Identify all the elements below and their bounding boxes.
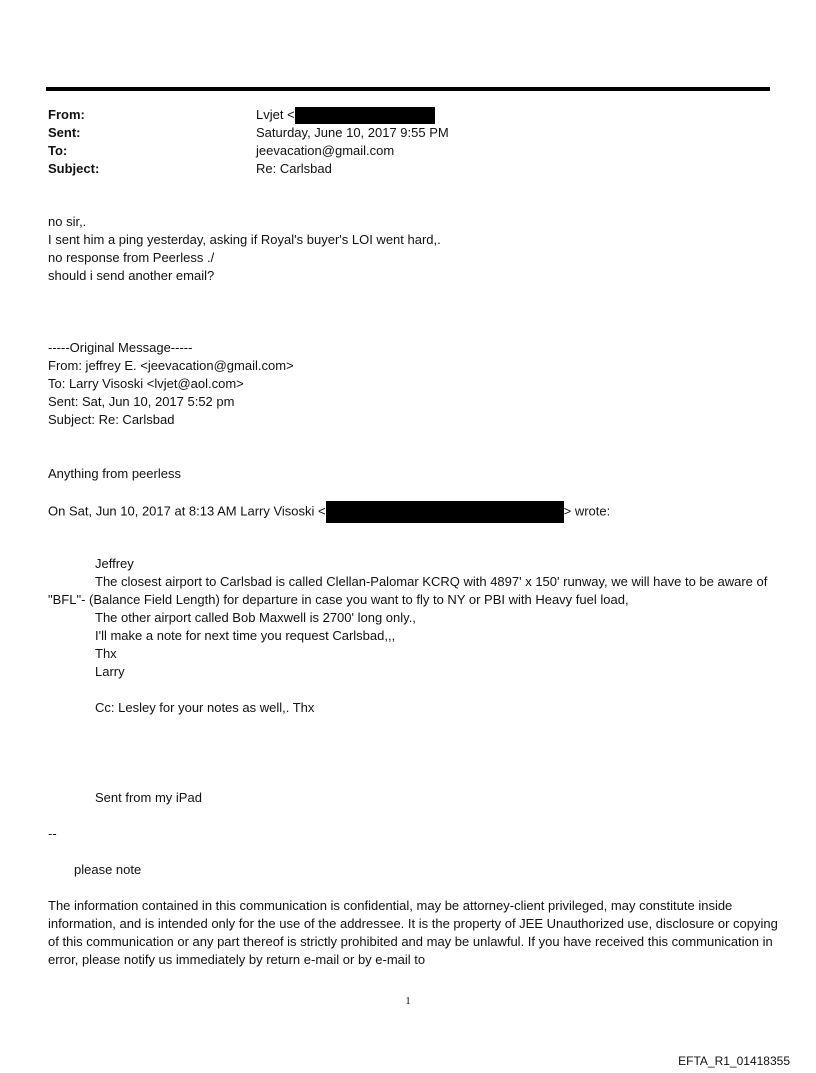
original-from: From: jeffrey E. <jeevacation@gmail.com> bbox=[48, 358, 294, 373]
to-label: To: bbox=[48, 143, 68, 158]
signature-separator: -- bbox=[48, 826, 57, 841]
quoted-greeting: Jeffrey bbox=[95, 556, 134, 571]
email-header bbox=[48, 106, 768, 178]
disclaimer: The information contained in this communication is confidential, may be attorney-client privileged, may constitute inside information, and is intended only for the use of the addressee. It is the property of JEE Unauthorized use, disclosure or copying of this communication or any part thereof is strictly prohibited and may be unlawful. If you have received this communication in error, please notify us immediately by return e-mail or by e-mail to bbox=[48, 898, 778, 967]
quoted-paragraph-text: The closest airport to Carlsbad is called Clellan-Palomar KCRQ with 4897' x 150' runway, we will have to be aware of "BFL"- (Balance Field Length) for departure in case you want to fly to NY or PBI with Heavy fuel load, bbox=[48, 574, 768, 607]
subject-row bbox=[48, 160, 768, 178]
sent-row bbox=[48, 124, 768, 142]
quote-intro bbox=[48, 501, 778, 521]
from-name: Lvjet < bbox=[256, 107, 295, 122]
original-sent: Sent: Sat, Jun 10, 2017 5:52 pm bbox=[48, 394, 235, 409]
sent-value: Saturday, June 10, 2017 9:55 PM bbox=[256, 125, 449, 140]
header-rule bbox=[46, 87, 770, 91]
sent-from-line: Sent from my iPad bbox=[95, 790, 202, 805]
subject-value: Re: Carlsbad bbox=[256, 161, 332, 176]
document-id: EFTA_R1_01418355 bbox=[678, 1054, 790, 1068]
sent-label: Sent: bbox=[48, 125, 81, 140]
from-row bbox=[48, 106, 768, 124]
original-subject: Subject: Re: Carlsbad bbox=[48, 412, 175, 427]
original-to: To: Larry Visoski <lvjet@aol.com> bbox=[48, 376, 244, 391]
reply-line: no response from Peerless ./ bbox=[48, 250, 215, 265]
redaction-box bbox=[326, 501, 564, 523]
quoted-line: The other airport called Bob Maxwell is 2700' long only., bbox=[95, 610, 416, 625]
redaction-box bbox=[295, 107, 435, 124]
please-note: please note bbox=[74, 862, 142, 877]
email-body bbox=[48, 213, 778, 969]
original-divider: -----Original Message----- bbox=[48, 340, 193, 355]
quoted-paragraph bbox=[48, 573, 778, 609]
page-number: 1 bbox=[405, 995, 411, 1007]
reply-line: should i send another email? bbox=[48, 268, 215, 283]
reply-line: I sent him a ping yesterday, asking if Royal's buyer's LOI went hard,. bbox=[48, 232, 441, 247]
quoted-sign: Larry bbox=[95, 664, 125, 679]
subject-label: Subject: bbox=[48, 161, 100, 176]
quote-intro-suffix: > wrote: bbox=[563, 503, 611, 519]
quoted-cc: Cc: Lesley for your notes as well,. Thx bbox=[95, 700, 315, 715]
question-line: Anything from peerless bbox=[48, 466, 181, 481]
to-row bbox=[48, 142, 768, 160]
reply-line: no sir,. bbox=[48, 214, 87, 229]
to-value: jeevacation@gmail.com bbox=[256, 143, 395, 158]
from-value bbox=[256, 106, 435, 124]
from-label: From: bbox=[48, 107, 85, 122]
quoted-thx: Thx bbox=[95, 646, 117, 661]
quoted-line: I'll make a note for next time you request Carlsbad,,, bbox=[95, 628, 396, 643]
quote-intro-prefix: On Sat, Jun 10, 2017 at 8:13 AM Larry Visoski < bbox=[48, 503, 326, 519]
